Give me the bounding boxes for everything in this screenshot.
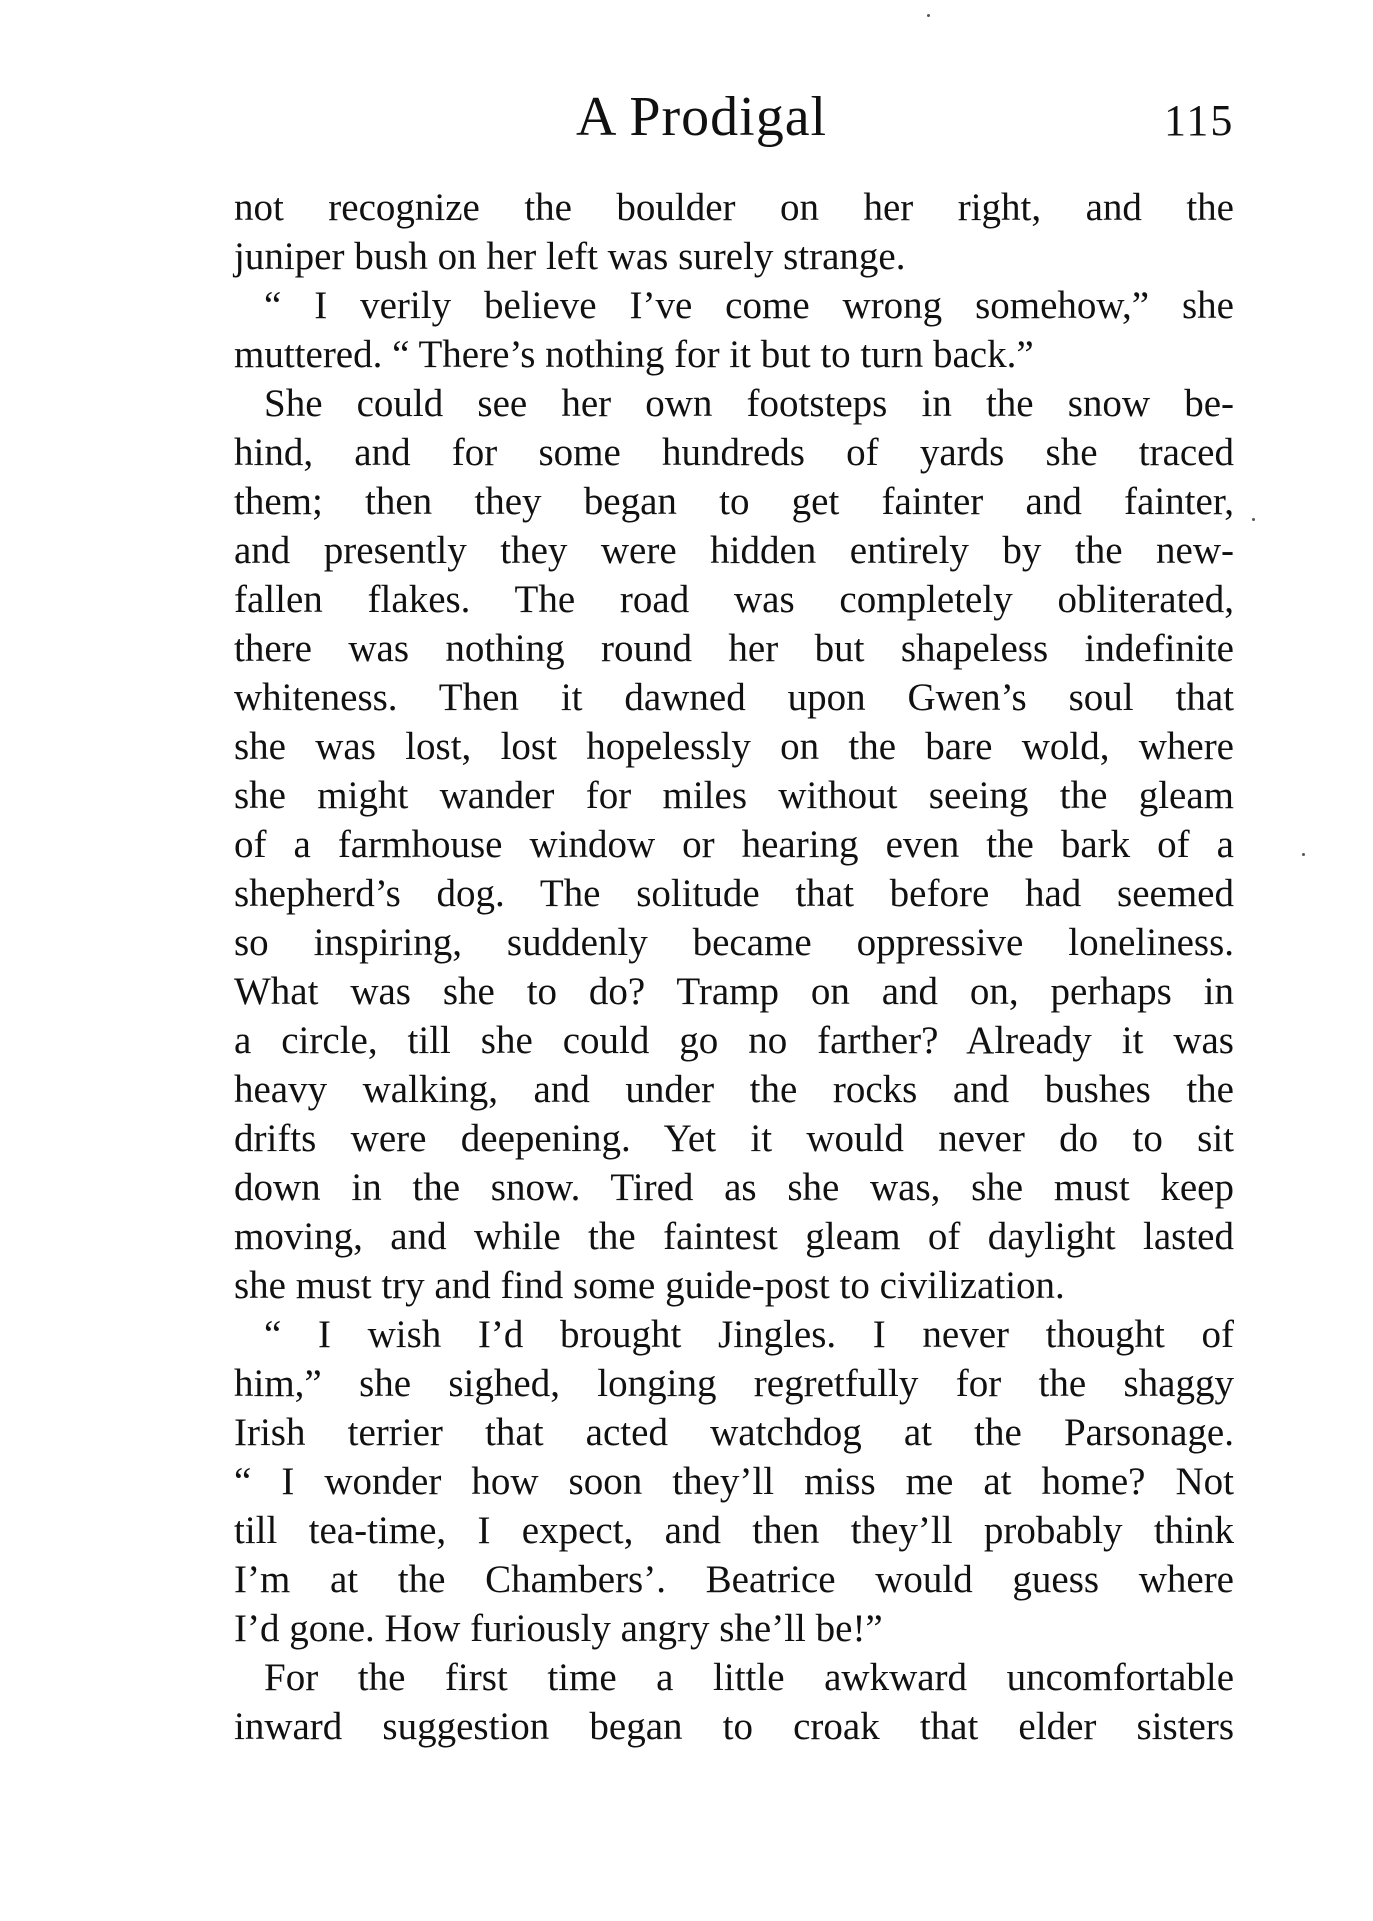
text-line: hind, and for some hundreds of yards she traced — [234, 431, 1234, 474]
text-line: juniper bush on her left was surely strange. — [234, 235, 906, 278]
text-line: so inspiring, suddenly became oppressive loneliness. — [234, 921, 1234, 964]
print-speck — [927, 14, 930, 17]
running-head — [234, 82, 1234, 152]
text-line: For the first time a little awkward uncomfortable — [264, 1656, 1234, 1699]
text-line: and presently they were hidden entirely by the new- — [234, 529, 1234, 572]
text-line: a circle, till she could go no farther? Already it was — [234, 1019, 1234, 1062]
text-line: she was lost, lost hopelessly on the bare wold, where — [234, 725, 1234, 768]
text-line: heavy walking, and under the rocks and bushes the — [234, 1068, 1234, 1111]
text-line: What was she to do? Tramp on and on, perhaps in — [234, 970, 1234, 1013]
text-line: I’m at the Chambers’. Beatrice would guess where — [234, 1558, 1234, 1601]
text-line: muttered. “ There’s nothing for it but to turn back.” — [234, 333, 1034, 376]
text-line: till tea-time, I expect, and then they’ll probably think — [234, 1509, 1234, 1552]
print-speck — [1302, 853, 1305, 856]
text-line: of a farmhouse window or hearing even the bark of a — [234, 823, 1234, 866]
text-line: she must try and find some guide-post to civilization. — [234, 1264, 1065, 1307]
running-title: A Prodigal — [576, 86, 828, 148]
text-line: “ I wish I’d brought Jingles. I never thought of — [264, 1313, 1234, 1356]
print-speck — [1252, 518, 1255, 521]
page-number: 115 — [1164, 96, 1235, 145]
text-line: I’d gone. How furiously angry she’ll be!” — [234, 1607, 883, 1650]
text-line: She could see her own footsteps in the snow be- — [264, 382, 1234, 425]
text-line: shepherd’s dog. The solitude that before had seemed — [234, 872, 1234, 915]
text-line: “ I wonder how soon they’ll miss me at home? Not — [234, 1460, 1234, 1503]
text-line: drifts were deepening. Yet it would never do to sit — [234, 1117, 1234, 1160]
text-line: inward suggestion began to croak that elder sisters — [234, 1705, 1234, 1748]
text-line: him,” she sighed, longing regretfully for the shaggy — [234, 1362, 1234, 1405]
text-line: moving, and while the faintest gleam of daylight lasted — [234, 1215, 1234, 1258]
text-line: not recognize the boulder on her right, and the — [234, 186, 1234, 229]
text-line: “ I verily believe I’ve come wrong somehow,” she — [264, 284, 1234, 327]
text-line: them; then they began to get fainter and fainter, — [234, 480, 1234, 523]
text-line: fallen flakes. The road was completely obliterated, — [234, 578, 1234, 621]
text-line: there was nothing round her but shapeless indefinite — [234, 627, 1234, 670]
text-line: Irish terrier that acted watchdog at the Parsonage. — [234, 1411, 1234, 1454]
text-line: down in the snow. Tired as she was, she must keep — [234, 1166, 1234, 1209]
body-text — [234, 183, 1234, 1751]
text-line: whiteness. Then it dawned upon Gwen’s soul that — [234, 676, 1234, 719]
text-line: she might wander for miles without seeing the gleam — [234, 774, 1234, 817]
